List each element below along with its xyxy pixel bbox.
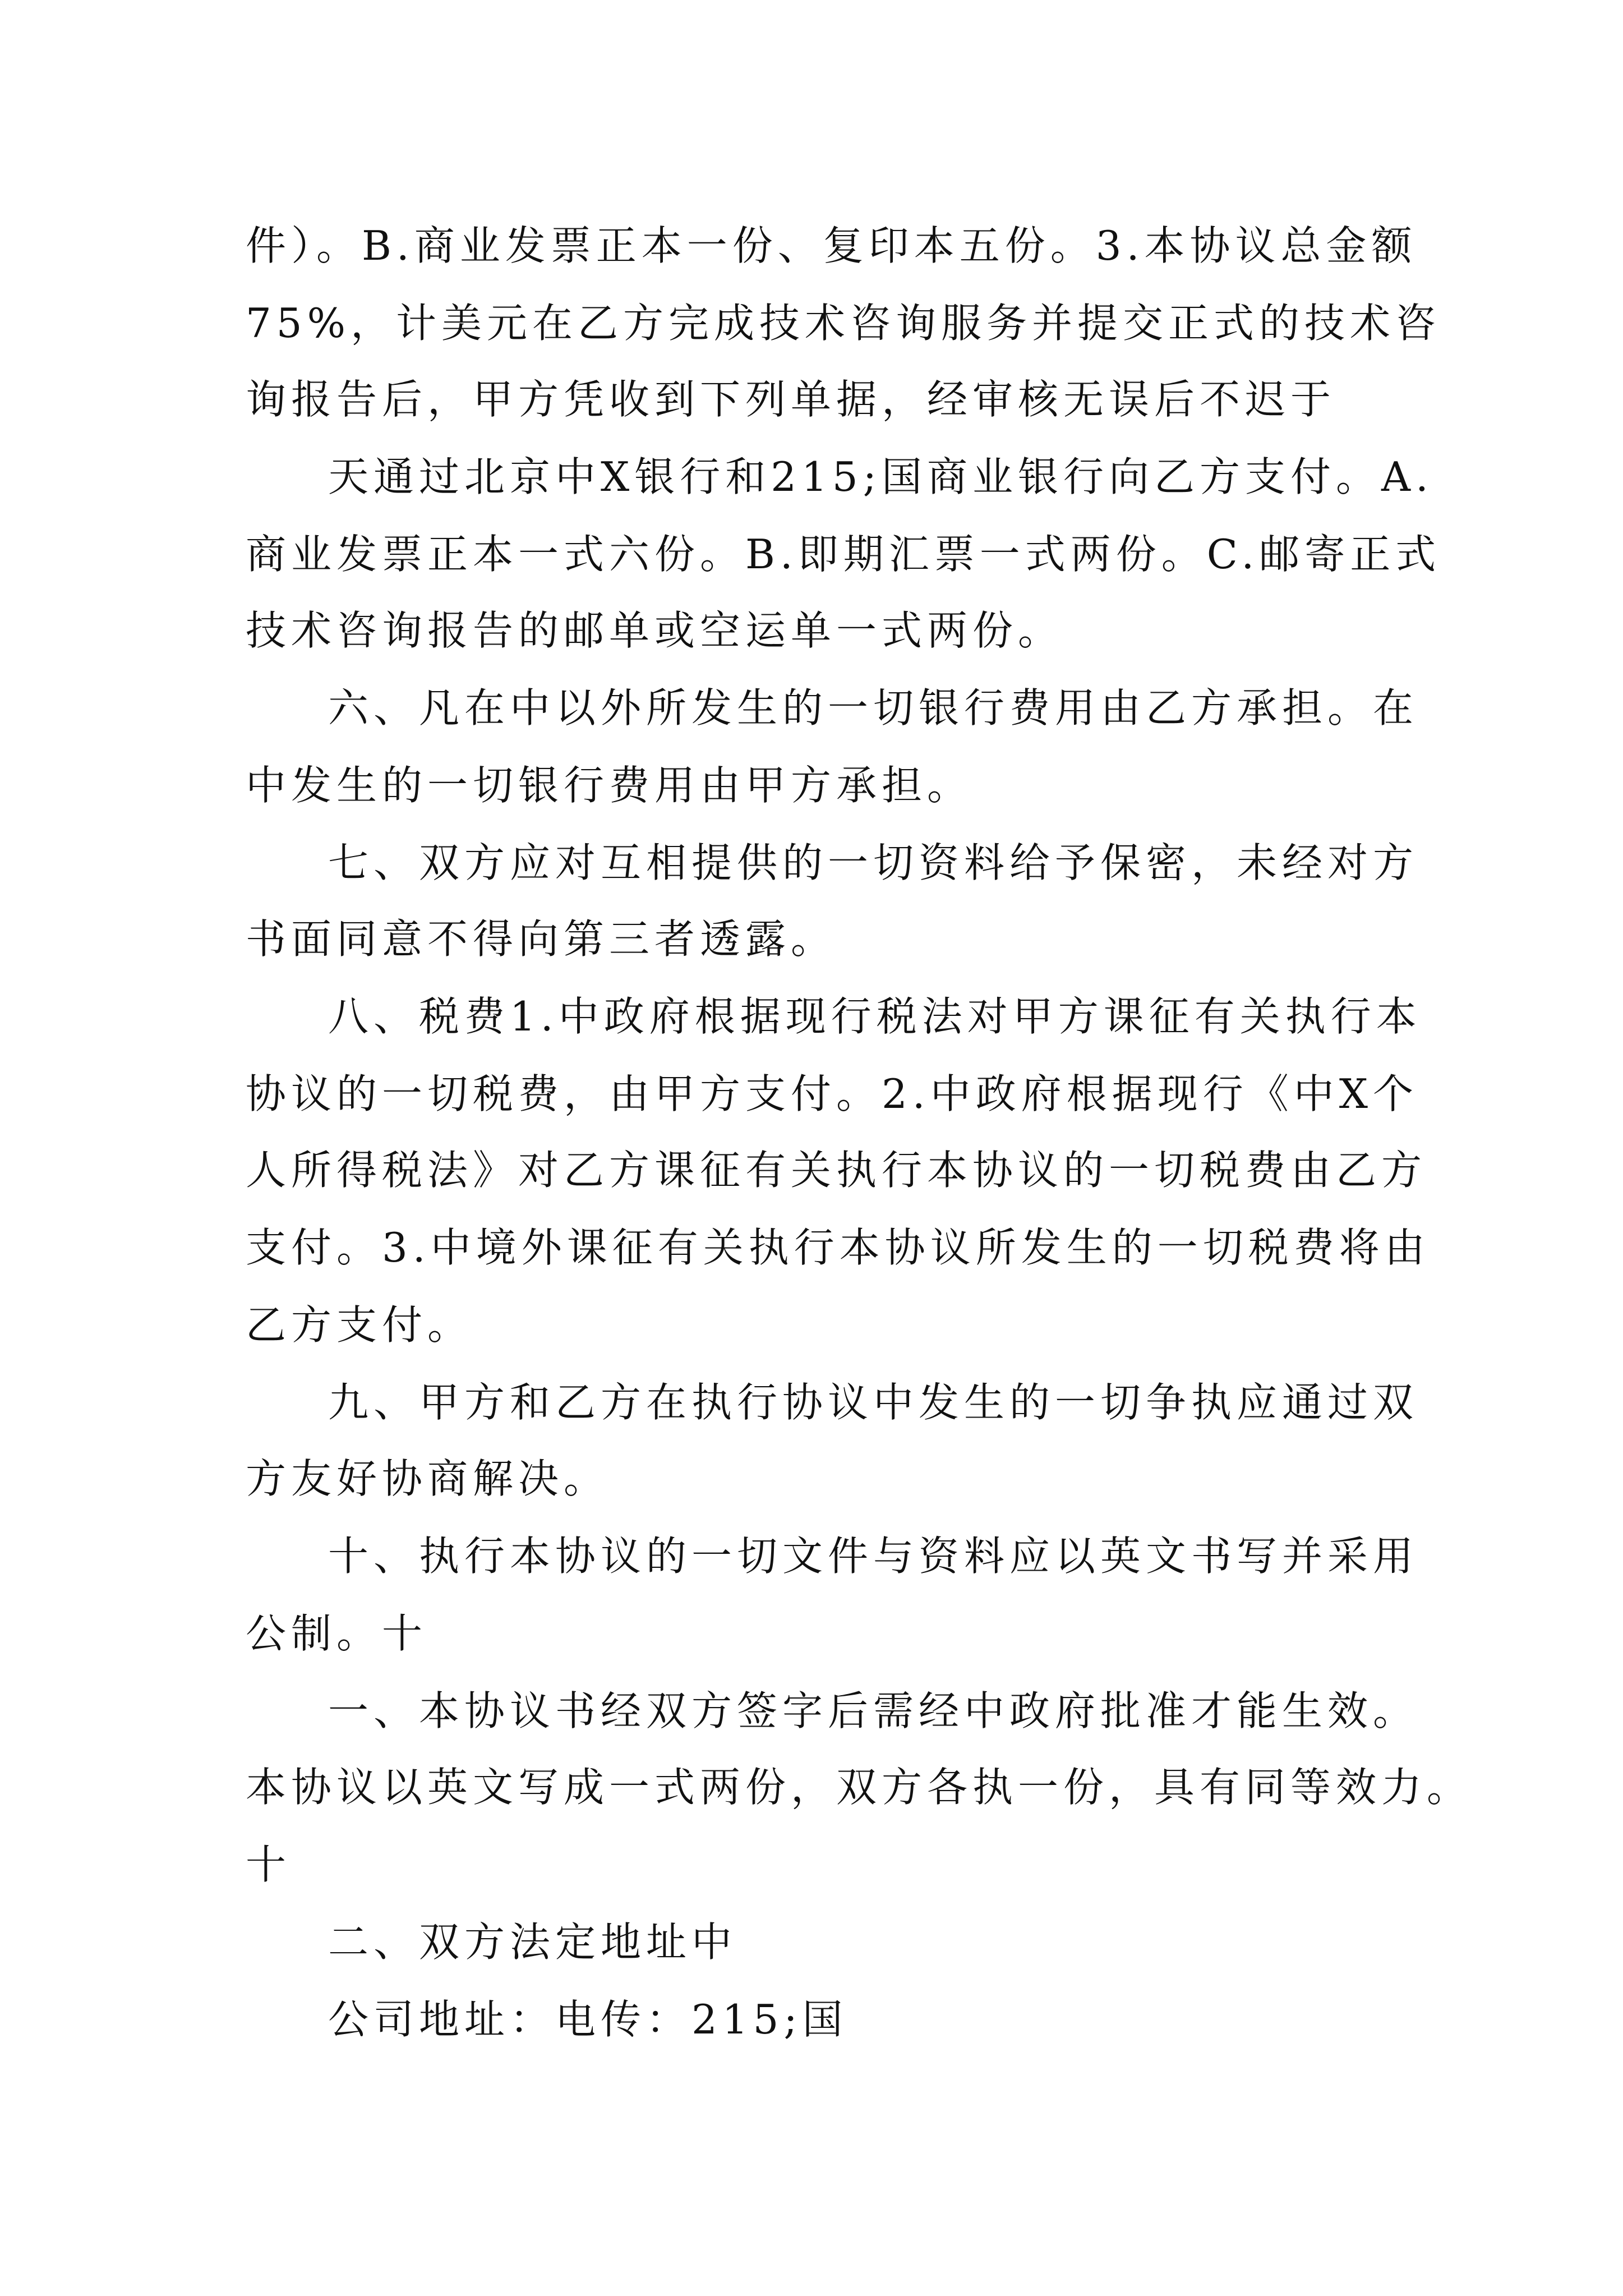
text-line: 件）。B.商业发票正本一份、复印本五份。3.本协议总金额: [246, 222, 1417, 269]
text-line: 方友好协商解决。: [246, 1455, 610, 1502]
text-line: 本协议以英文写成一式两份，双方各执一份，具有同等效力。: [246, 1764, 1473, 1811]
text-line: 询报告后，甲方凭收到下列单据，经审核无误后不迟于: [246, 376, 1336, 423]
text-line: 天通过北京中X银行和215;国商业银行向乙方支付。A.: [328, 453, 1433, 500]
text-line: 协议的一切税费，由甲方支付。2.中政府根据现行《中X个: [246, 1070, 1418, 1117]
text-line: 公司地址：电传：215;国: [328, 1996, 848, 2043]
text-line: 十: [246, 1841, 292, 1888]
text-line: 公制。十: [246, 1610, 428, 1657]
text-line: 九、甲方和乙方在执行协议中发生的一切争执应通过双: [328, 1379, 1419, 1426]
text-line: 一、本协议书经双方签字后需经中政府批准才能生效。: [328, 1687, 1419, 1734]
text-line: 人所得税法》对乙方课征有关执行本协议的一切税费由乙方: [246, 1147, 1427, 1194]
text-line: 八、税费1.中政府根据现行税法对甲方课征有关执行本: [328, 993, 1422, 1040]
text-line: 支付。3.中境外课征有关执行本协议所发生的一切税费将由: [246, 1224, 1430, 1271]
text-line: 中发生的一切银行费用由甲方承担。: [246, 762, 973, 809]
text-line: 技术咨询报告的邮单或空运单一式两份。: [246, 607, 1064, 654]
text-line: 商业发票正本一式六份。B.即期汇票一式两份。C.邮寄正式: [246, 531, 1441, 578]
text-line: 二、双方法定地址中: [328, 1918, 737, 1966]
text-line: 75%，计美元在乙方完成技术咨询服务并提交正式的技术咨: [246, 300, 1441, 347]
text-line: 六、凡在中以外所发生的一切银行费用由乙方承担。在: [328, 684, 1419, 731]
text-line: 乙方支付。: [246, 1301, 473, 1349]
text-line: 七、双方应对互相提供的一切资料给予保密，未经对方: [328, 839, 1419, 886]
text-line: 书面同意不得向第三者透露。: [246, 915, 837, 963]
text-line: 十、执行本协议的一切文件与资料应以英文书写并采用: [328, 1533, 1419, 1580]
